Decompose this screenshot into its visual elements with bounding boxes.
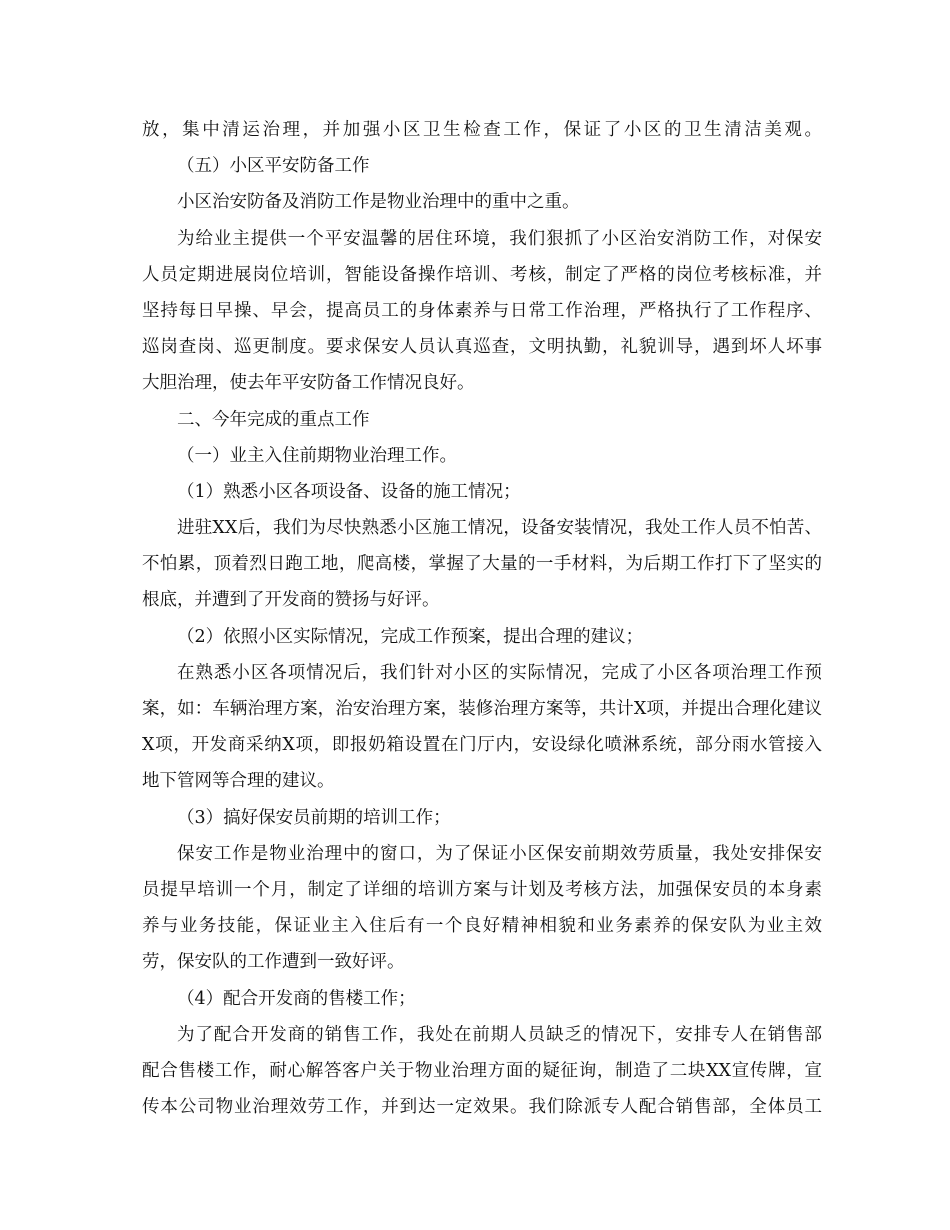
- document-body: [142, 112, 822, 1125]
- text-line: 巡岗查岗、巡更制度。要求保安人员认真巡查，文明执勤，礼貌训导，遇到坏人坏事: [142, 337, 822, 358]
- text-line: 人员定期进展岗位培训，智能设备操作培训、考核，制定了严格的岗位考核标准，并: [142, 264, 822, 285]
- text-line: X项，开发商采纳X项，即报奶箱设置在门厅内，安设绿化喷淋系统，部分雨水管接入: [142, 735, 822, 756]
- text-line: 大胆治理，使去年平安防备工作情况良好。: [142, 373, 475, 394]
- text-line: （3）搞好保安员前期的培训工作；: [177, 807, 451, 828]
- text-line: 根底，并遭到了开发商的赞扬与好评。: [142, 590, 440, 611]
- text-line: （一）业主入住前期物业治理工作。: [177, 445, 457, 466]
- text-line: 配合售楼工作，耐心解答客户关于物业治理方面的疑征询，制造了二块XX宣传牌，宣: [142, 1060, 822, 1081]
- text-line: （2）依照小区实际情况，完成工作预案，提出合理的建议；: [177, 626, 644, 647]
- text-line: （五）小区平安防备工作: [177, 156, 370, 177]
- text-line: 保安工作是物业治理中的窗口，为了保证小区保安前期效劳质量，我处安排保安: [177, 843, 822, 864]
- text-line: 进驻XX后，我们为尽快熟悉小区施工情况，设备安装情况，我处工作人员不怕苦、: [177, 518, 822, 539]
- text-line: 养与业务技能，保证业主入住后有一个良好精神相貌和业务素养的保安队为业主效: [142, 916, 822, 937]
- text-line: 劳，保安队的工作遭到一致好评。: [142, 952, 405, 973]
- text-line: 传本公司物业治理效劳工作，并到达一定效果。我们除派专人配合销售部，全体员工: [142, 1097, 822, 1118]
- text-line: 在熟悉小区各项情况后，我们针对小区的实际情况，完成了小区各项治理工作预: [177, 662, 822, 683]
- text-line: 小区治安防备及消防工作是物业治理中的重中之重。: [177, 192, 580, 213]
- text-line: 为给业主提供一个平安温馨的居住环境，我们狠抓了小区治安消防工作，对保安: [177, 228, 822, 249]
- text-line: 放，集中清运治理，并加强小区卫生检查工作，保证了小区的卫生清洁美观。: [142, 120, 822, 140]
- text-line: 坚持每日早操、早会，提高员工的身体素养与日常工作治理，严格执行了工作程序、: [142, 300, 822, 321]
- text-line: 不怕累，顶着烈日跑工地，爬高楼，掌握了大量的一手材料，为后期工作打下了坚实的: [142, 554, 822, 575]
- text-line: 员提早培训一个月，制定了详细的培训方案与计划及考核方法，加强保安员的本身素: [142, 879, 822, 900]
- text-line: 地下管网等合理的建议。: [142, 771, 335, 792]
- text-line: （1）熟悉小区各项设备、设备的施工情况；: [177, 481, 521, 502]
- text-line: 二、今年完成的重点工作: [177, 409, 370, 430]
- text-line: （4）配合开发商的售楼工作；: [177, 988, 416, 1009]
- text-line: 为了配合开发商的销售工作，我处在前期人员缺乏的情况下，安排专人在销售部: [177, 1024, 822, 1045]
- text-line: 案，如：车辆治理方案，治安治理方案，装修治理方案等，共计X项，并提出合理化建议: [142, 699, 822, 719]
